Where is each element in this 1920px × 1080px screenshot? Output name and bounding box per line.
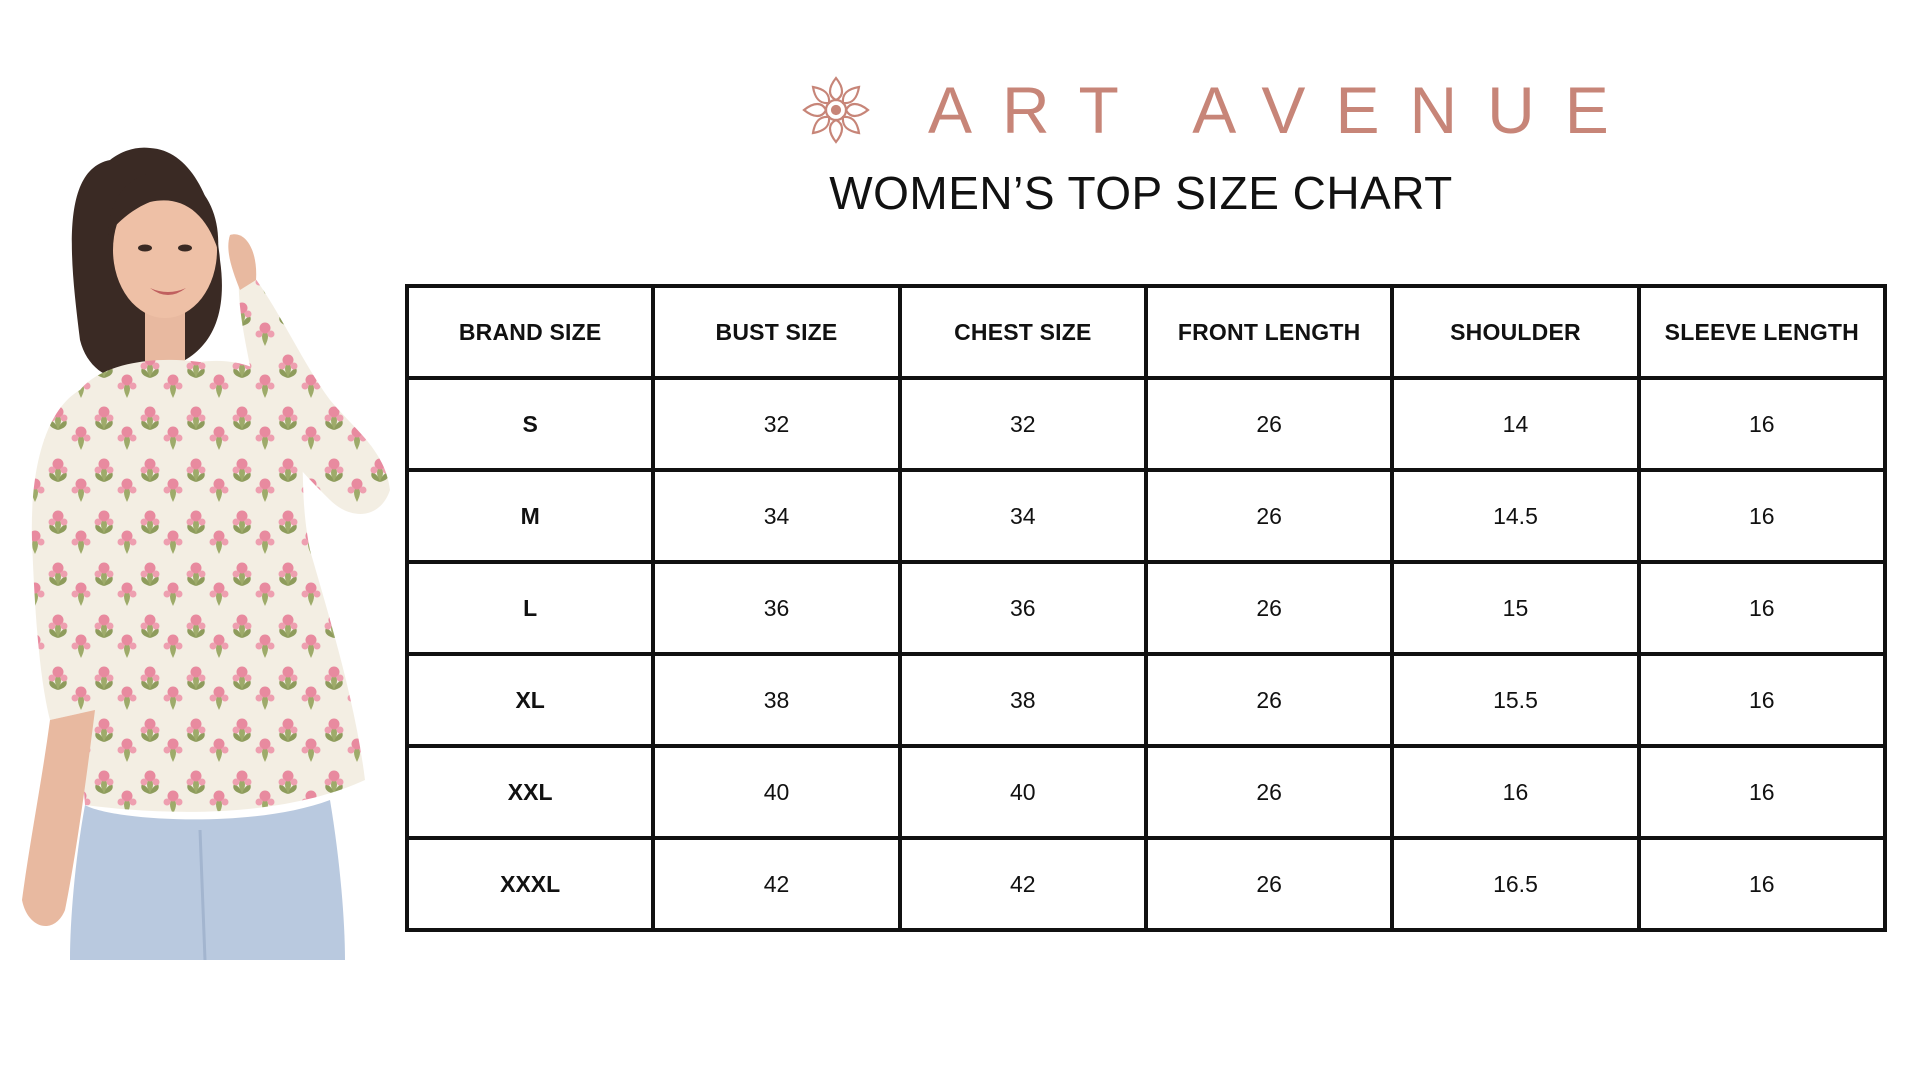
bust-cell: 40 (653, 746, 899, 838)
shoulder-cell: 15.5 (1392, 654, 1638, 746)
shoulder-cell: 16 (1392, 746, 1638, 838)
front-length-cell: 26 (1146, 378, 1392, 470)
sleeve-length-cell: 16 (1639, 378, 1885, 470)
chest-cell: 36 (900, 562, 1146, 654)
size-cell: M (407, 470, 653, 562)
shoulder-cell: 15 (1392, 562, 1638, 654)
front-length-cell: 26 (1146, 470, 1392, 562)
chest-cell: 32 (900, 378, 1146, 470)
header-chest-size: CHEST SIZE (900, 286, 1146, 378)
sleeve-length-cell: 16 (1639, 470, 1885, 562)
front-length-cell: 26 (1146, 838, 1392, 930)
size-cell: XXXL (407, 838, 653, 930)
sleeve-length-cell: 16 (1639, 654, 1885, 746)
front-length-cell: 26 (1146, 654, 1392, 746)
model-image (0, 140, 400, 960)
header-front-length: FRONT LENGTH (1146, 286, 1392, 378)
bust-cell: 38 (653, 654, 899, 746)
table-row (407, 838, 1885, 930)
header-sleeve-length: SLEEVE LENGTH (1639, 286, 1885, 378)
page-title: WOMEN’S TOP SIZE CHART (829, 167, 1453, 219)
brand-name: ART AVENUE (928, 73, 1639, 147)
table-row (407, 654, 1885, 746)
sleeve-length-cell: 16 (1639, 746, 1885, 838)
bust-cell: 42 (653, 838, 899, 930)
table-header-row (407, 286, 1885, 378)
size-cell: XL (407, 654, 653, 746)
table-row (407, 470, 1885, 562)
header-brand-size: BRAND SIZE (407, 286, 653, 378)
chest-cell: 38 (900, 654, 1146, 746)
shoulder-cell: 14 (1392, 378, 1638, 470)
header-shoulder: SHOULDER (1392, 286, 1638, 378)
mandala-flower-icon (800, 74, 872, 146)
chest-cell: 34 (900, 470, 1146, 562)
shoulder-cell: 14.5 (1392, 470, 1638, 562)
sleeve-length-cell: 16 (1639, 838, 1885, 930)
table-row (407, 378, 1885, 470)
brand-header (800, 70, 1639, 150)
sleeve-length-cell: 16 (1639, 562, 1885, 654)
table-row (407, 746, 1885, 838)
size-cell: L (407, 562, 653, 654)
bust-cell: 32 (653, 378, 899, 470)
table-row (407, 562, 1885, 654)
size-cell: XXL (407, 746, 653, 838)
header-bust-size: BUST SIZE (653, 286, 899, 378)
bust-cell: 34 (653, 470, 899, 562)
front-length-cell: 26 (1146, 746, 1392, 838)
chest-cell: 42 (900, 838, 1146, 930)
bust-cell: 36 (653, 562, 899, 654)
front-length-cell: 26 (1146, 562, 1392, 654)
size-cell: S (407, 378, 653, 470)
size-chart-table (405, 284, 1887, 932)
shoulder-cell: 16.5 (1392, 838, 1638, 930)
chest-cell: 40 (900, 746, 1146, 838)
